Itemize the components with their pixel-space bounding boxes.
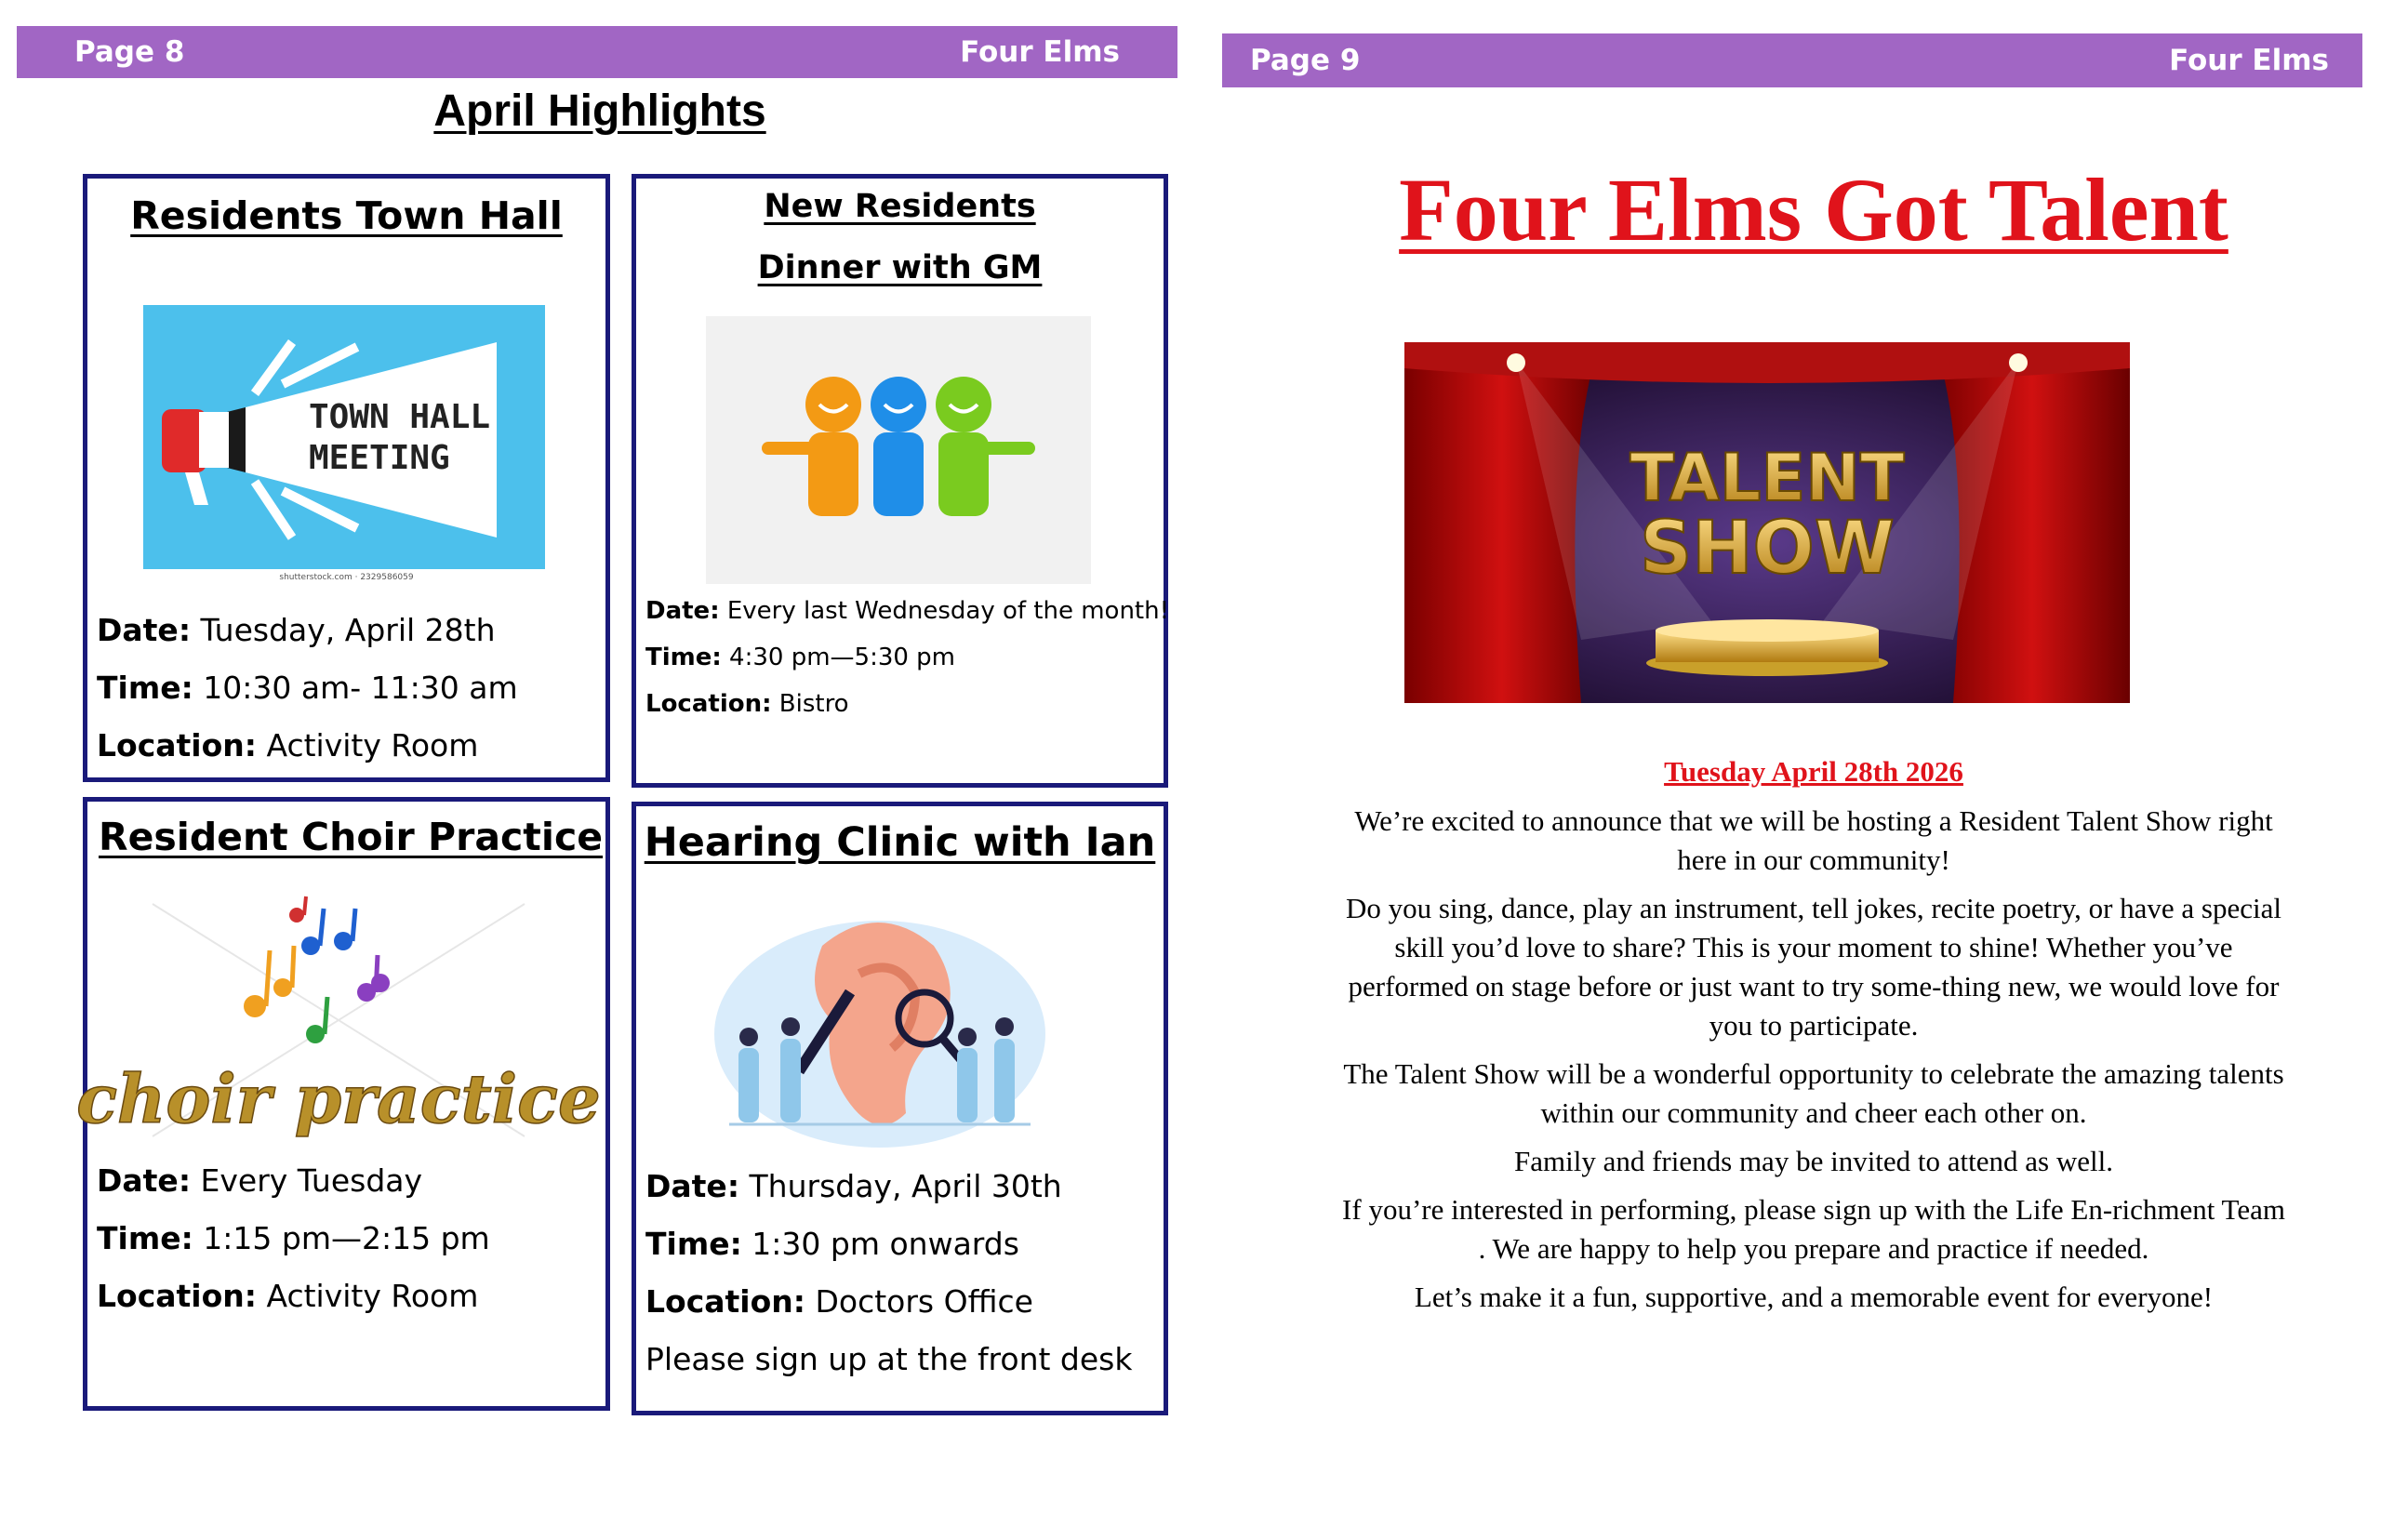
time-value: 1:15 pm—2:15 pm (203, 1220, 490, 1256)
paragraph: Family and friends may be invited to attend as well. (1514, 1145, 2113, 1177)
talent-show-title: Four Elms Got Talent (1399, 160, 2228, 259)
event-info (97, 602, 518, 775)
town-hall-megaphone-image (143, 305, 545, 569)
location-value: Doctors Office (815, 1283, 1033, 1320)
paragraph: We’re excited to announce that we will be hosting a Resident Talent Show right here in our community! (1354, 804, 2273, 876)
date-value: Every last Wednesday of the month! (726, 597, 1170, 625)
date-label: Date: (97, 612, 192, 648)
card-title-line-1: New Residents (764, 188, 1036, 225)
time-label: Time: (645, 644, 722, 671)
location-value: Activity Room (266, 1278, 479, 1314)
date-label: Date: (645, 1168, 740, 1204)
location-label: Location: (97, 727, 257, 763)
card-title: Hearing Clinic with Ian (644, 819, 1156, 866)
paragraph: Do you sing, dance, play an instrument, tell jokes, recite poetry, or have a special skill you’d love to share? This is your moment to shine! Whether you’ve performed on stage before or just want to try some-thing new, we would love for you to participate. (1345, 892, 2282, 1042)
talent-image-text-2: SHOW (1640, 507, 1895, 591)
town-hall-card (83, 174, 610, 782)
page-number: Page 8 (74, 35, 185, 69)
date-value: Thursday, April 30th (749, 1168, 1062, 1204)
location-value: Activity Room (266, 727, 479, 763)
blue-figure (871, 377, 926, 516)
page-9-header (1222, 33, 2362, 87)
time-value: 1:30 pm onwards (752, 1226, 1019, 1262)
date-label: Date: (645, 597, 720, 625)
time-label: Time: (645, 1226, 742, 1262)
paragraph: Let’s make it a fun, supportive, and a memorable event for everyone! (1414, 1281, 2214, 1313)
event-info (97, 1152, 490, 1325)
time-label: Time: (97, 1220, 193, 1256)
group-figures-image (706, 316, 1091, 584)
time-value: 4:30 pm—5:30 pm (729, 644, 956, 671)
talent-show-description (1339, 802, 2288, 1326)
april-highlights-title: April Highlights (433, 86, 766, 136)
time-value: 10:30 am- 11:30 am (203, 670, 518, 706)
time-label: Time: (97, 670, 193, 706)
choir-practice-image-text: choir practice (76, 1059, 601, 1138)
card-title-line-2: Dinner with GM (757, 249, 1043, 286)
location-value: Bistro (778, 690, 849, 718)
talent-image-text-1: TALENT (1629, 440, 1905, 516)
town-hall-image-text-1: TOWN HALL (309, 398, 491, 436)
choir-practice-image (76, 895, 601, 1146)
location-label: Location: (645, 1283, 805, 1320)
new-residents-dinner-card (632, 174, 1168, 788)
paragraph: If you’re interested in performing, please sign up with the Life En-richment Team . We are happy to help you prepare and practice if needed. (1342, 1193, 2285, 1265)
event-date: Tuesday April 28th 2026 (1664, 755, 1963, 788)
paragraph: The Talent Show will be a wonderful opportunity to celebrate the amazing talents within our community and cheer each other on. (1343, 1057, 2284, 1129)
choir-practice-card (76, 797, 610, 1411)
signup-note: Please sign up at the front desk (645, 1341, 1133, 1377)
date-label: Date: (97, 1162, 192, 1199)
image-credit: shutterstock.com · 2329586059 (279, 573, 414, 582)
talent-show-stage-image (1404, 342, 2130, 703)
music-notes-icon (244, 896, 390, 1043)
card-title: Residents Town Hall (130, 193, 563, 238)
date-value: Every Tuesday (200, 1162, 423, 1199)
event-info (645, 1158, 1133, 1388)
header-brand: Four Elms (2169, 44, 2329, 77)
date-value: Tuesday, April 28th (200, 612, 496, 648)
header-brand: Four Elms (960, 35, 1120, 69)
page-8-header (17, 26, 1177, 78)
hearing-ear-image (711, 909, 1049, 1152)
hearing-clinic-card (632, 802, 1168, 1415)
location-label: Location: (645, 690, 772, 718)
location-label: Location: (97, 1278, 257, 1314)
page-number: Page 9 (1250, 44, 1361, 77)
card-title: Resident Choir Practice (99, 815, 604, 859)
town-hall-image-text-2: MEETING (309, 439, 450, 477)
event-info (645, 588, 1169, 727)
